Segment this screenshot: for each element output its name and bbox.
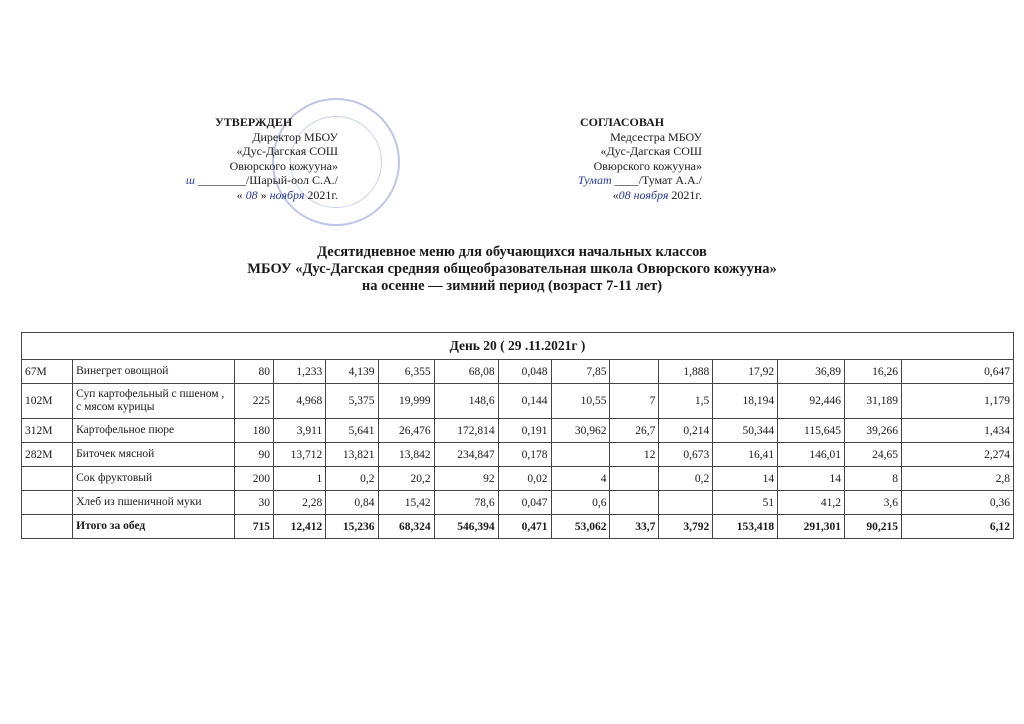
table-cell: 16,41	[713, 443, 778, 467]
table-cell: 13,842	[378, 443, 434, 467]
dish-name: Суп картофельный с пшеном , с мясом курицы	[73, 384, 235, 419]
table-cell: 0,144	[498, 384, 551, 419]
table-cell: 0,178	[498, 443, 551, 467]
table-cell: 2,8	[902, 467, 1014, 491]
table-cell: 19,999	[378, 384, 434, 419]
title-line-2: МБОУ «Дус-Дагская средняя общеобразовательная школа Овюрского кожууна»	[247, 261, 777, 277]
table-cell: 4,968	[273, 384, 325, 419]
dish-code: 282М	[22, 443, 73, 467]
table-cell: 3,911	[273, 419, 325, 443]
table-cell: 15,42	[378, 491, 434, 515]
table-cell	[659, 491, 713, 515]
table-cell	[610, 467, 659, 491]
table-cell: 26,7	[610, 419, 659, 443]
table-cell: 14	[713, 467, 778, 491]
table-cell: 1,5	[659, 384, 713, 419]
dish-code: 67М	[22, 360, 73, 384]
table-cell: 7,85	[551, 360, 610, 384]
table-cell: 51	[713, 491, 778, 515]
table-cell: 0,048	[498, 360, 551, 384]
total-row	[22, 515, 1014, 539]
table-cell: 153,418	[713, 515, 778, 539]
table-cell: 1,888	[659, 360, 713, 384]
dish-name: Картофельное пюре	[73, 419, 235, 443]
approved-line-1: Директор МБОУ	[252, 129, 338, 144]
agreed-line-3: Овюрского кожууна»	[593, 158, 702, 173]
table-cell	[610, 360, 659, 384]
table-cell: 3,792	[659, 515, 713, 539]
agreed-line-1: Медсестра МБОУ	[610, 129, 702, 144]
table-cell: 0,2	[659, 467, 713, 491]
table-cell: 16,26	[844, 360, 901, 384]
table-cell: 8	[844, 467, 901, 491]
agreed-day: 08	[618, 187, 631, 202]
dish-code	[22, 515, 73, 539]
table-cell: 53,062	[551, 515, 610, 539]
table-cell: 12,412	[273, 515, 325, 539]
agreed-signature: Тумат	[577, 173, 612, 187]
table-cell: 68,08	[434, 360, 498, 384]
table-cell	[551, 443, 610, 467]
dish-code	[22, 491, 73, 515]
table-cell: 14	[778, 467, 845, 491]
table-cell: 146,01	[778, 443, 845, 467]
table-cell: 3,6	[844, 491, 901, 515]
table-cell: 291,301	[778, 515, 845, 539]
table-cell	[610, 491, 659, 515]
approved-line-2: «Дус-Дагская СОШ	[236, 144, 338, 158]
table-cell: 0,2	[326, 467, 378, 491]
menu-table	[21, 332, 1014, 539]
table-cell: 0,191	[498, 419, 551, 443]
table-cell: 24,65	[844, 443, 901, 467]
table-cell: 200	[234, 467, 273, 491]
table-cell: 1,179	[902, 384, 1014, 419]
table-cell: 234,847	[434, 443, 498, 467]
table-cell: 0,214	[659, 419, 713, 443]
approved-line-3: Овюрского кожууна»	[229, 158, 338, 173]
table-cell: 0,673	[659, 443, 713, 467]
day-header-row	[22, 333, 1014, 360]
table-cell: 0,6	[551, 491, 610, 515]
approved-day: 08	[245, 187, 258, 202]
table-cell: 10,55	[551, 384, 610, 419]
table-cell: 5,641	[326, 419, 378, 443]
table-cell: 2,274	[902, 443, 1014, 467]
table-cell: 0,647	[902, 360, 1014, 384]
table-cell: 30	[234, 491, 273, 515]
table-row	[22, 384, 1014, 419]
approved-sign-line: ш ________/Шарый-оол С.А./	[185, 173, 338, 187]
table-cell: 546,394	[434, 515, 498, 539]
table-cell: 5,375	[326, 384, 378, 419]
table-cell: 18,194	[713, 384, 778, 419]
dish-code	[22, 467, 73, 491]
table-cell: 50,344	[713, 419, 778, 443]
document-title	[0, 244, 1024, 295]
dish-name: Итого за обед	[73, 515, 235, 539]
agreed-sign-line: Тумат ____/Тумат А.А./	[577, 173, 702, 187]
table-cell: 39,266	[844, 419, 901, 443]
table-cell: 115,645	[778, 419, 845, 443]
table-cell: 6,12	[902, 515, 1014, 539]
title-line-1: Десятидневное меню для обучающихся начальных классов	[317, 244, 707, 260]
dish-code: 102М	[22, 384, 73, 419]
table-row	[22, 360, 1014, 384]
table-cell: 15,236	[326, 515, 378, 539]
table-cell: 4	[551, 467, 610, 491]
table-cell: 92	[434, 467, 498, 491]
agreed-line-2: «Дус-Дагская СОШ	[600, 144, 702, 158]
title-line-3: на осенне — зимний период (возраст 7-11 лет)	[361, 278, 663, 294]
agreed-date-line: «08 ноября 2021г.	[612, 187, 702, 202]
dish-name: Сок фруктовый	[73, 467, 235, 491]
table-cell: 13,821	[326, 443, 378, 467]
table-cell: 31,189	[844, 384, 901, 419]
table-cell: 26,476	[378, 419, 434, 443]
table-cell: 33,7	[610, 515, 659, 539]
agreed-block	[540, 115, 702, 202]
table-cell: 2,28	[273, 491, 325, 515]
table-cell: 225	[234, 384, 273, 419]
agreed-heading: СОГЛАСОВАН	[580, 115, 665, 129]
table-cell: 78,6	[434, 491, 498, 515]
approved-block	[178, 115, 338, 202]
table-cell: 80	[234, 360, 273, 384]
dish-code: 312М	[22, 419, 73, 443]
table-cell: 0,84	[326, 491, 378, 515]
table-row	[22, 491, 1014, 515]
approved-date-line: « 08 » ноября 2021г.	[236, 187, 338, 202]
dish-name: Винегрет овощной	[73, 360, 235, 384]
table-cell: 30,962	[551, 419, 610, 443]
table-cell: 20,2	[378, 467, 434, 491]
table-cell: 17,92	[713, 360, 778, 384]
table-cell: 13,712	[273, 443, 325, 467]
approved-month: ноября	[269, 187, 305, 202]
table-cell: 1,233	[273, 360, 325, 384]
table-cell: 41,2	[778, 491, 845, 515]
table-cell: 68,324	[378, 515, 434, 539]
table-cell: 0,36	[902, 491, 1014, 515]
table-cell: 90,215	[844, 515, 901, 539]
agreed-month: ноября	[633, 187, 669, 202]
table-row	[22, 419, 1014, 443]
table-cell: 0,047	[498, 491, 551, 515]
approved-heading: УТВЕРЖДЕН	[215, 115, 293, 129]
day-header: День 20 ( 29 .11.2021г )	[22, 333, 1014, 360]
dish-name: Хлеб из пшеничной муки	[73, 491, 235, 515]
table-cell: 1,434	[902, 419, 1014, 443]
table-cell: 12	[610, 443, 659, 467]
table-cell: 92,446	[778, 384, 845, 419]
table-cell: 180	[234, 419, 273, 443]
table-cell: 6,355	[378, 360, 434, 384]
table-cell: 148,6	[434, 384, 498, 419]
table-cell: 0,471	[498, 515, 551, 539]
table-row	[22, 467, 1014, 491]
table-cell: 172,814	[434, 419, 498, 443]
table-cell: 4,139	[326, 360, 378, 384]
table-cell: 1	[273, 467, 325, 491]
table-cell: 36,89	[778, 360, 845, 384]
table-row	[22, 443, 1014, 467]
table-cell: 90	[234, 443, 273, 467]
table-cell: 715	[234, 515, 273, 539]
approved-signature: ш	[185, 173, 195, 187]
table-cell: 7	[610, 384, 659, 419]
table-cell: 0,02	[498, 467, 551, 491]
dish-name: Биточек мясной	[73, 443, 235, 467]
